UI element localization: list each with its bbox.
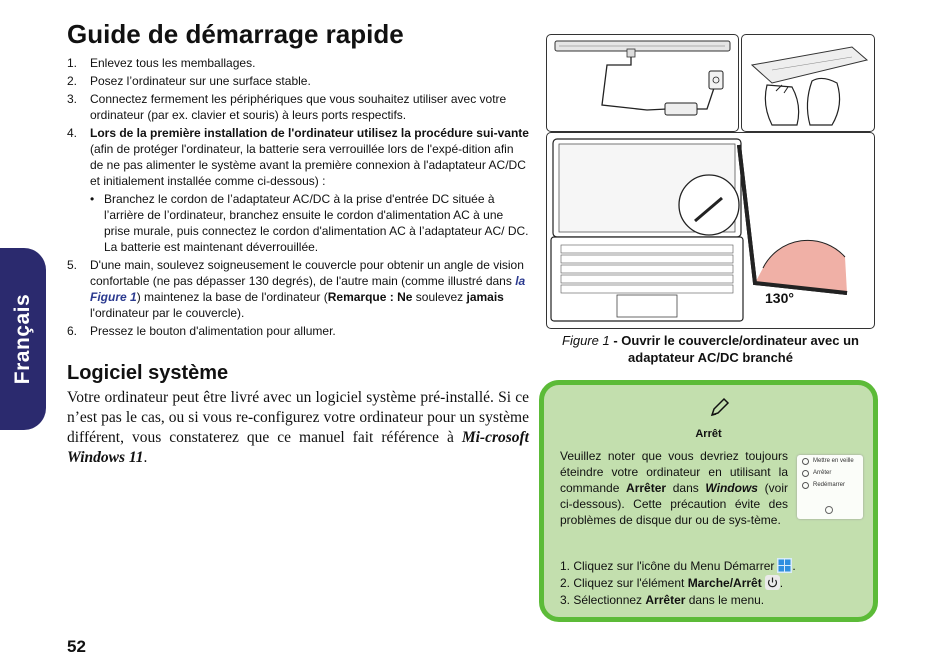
menu-item-shutdown [797, 467, 863, 479]
section-body [67, 388, 529, 468]
figure-opening-lid [741, 34, 875, 132]
language-side-tab [0, 248, 46, 430]
note-text-part: dans [666, 481, 706, 495]
note-step-end: . [792, 559, 796, 573]
menu-item-label: Redémarrer [813, 482, 846, 488]
body-text-end: . [143, 449, 148, 466]
step-text: Posez l’ordinateur sur une surface stable. [90, 74, 311, 88]
note-step-text: 1. Cliquez sur l'icône du Menu Démarrer [560, 559, 775, 573]
note-text [560, 448, 788, 528]
figure-open-laptop [546, 132, 875, 329]
step-text: Enlevez tous les memballages. [90, 56, 256, 70]
windows-name: Windows [705, 481, 758, 495]
step-6 [67, 323, 529, 339]
cable-connection-illustration [547, 35, 738, 131]
language-label: Français [11, 293, 34, 385]
step-4 [67, 125, 529, 255]
section-title: Logiciel système [67, 362, 229, 384]
note-steps [560, 558, 850, 609]
note-step-2 [560, 575, 850, 592]
body-text: Votre ordinateur peut être livré avec un logiciel système pré-installé. Si ce n’est pas le cas, ou si vous re-configurez votre ordinateur pour un système différent, vous constaterez que ce manuel fait référence à [67, 389, 529, 446]
figure-label: Figure 1 [562, 333, 610, 348]
figure-caption-text: - Ouvrir le couvercle/ordinateur avec un adaptateur AC/DC branché [609, 333, 859, 365]
note-step-end: . [779, 576, 784, 590]
step-text: l'ordinateur par le couvercle). [90, 306, 245, 320]
note-step-end: dans le menu. [685, 593, 765, 607]
windows-start-icon [777, 558, 792, 573]
page-number: 52 [67, 637, 86, 656]
power-icon [802, 470, 809, 477]
angle-label: 130° [765, 290, 794, 306]
note-text-part: (voir ci-dessous). Cette précaution évite des problèmes de disque dur ou de sys-tème. [560, 481, 788, 527]
step-1 [67, 55, 529, 71]
menu-item-label: Arrêter [813, 470, 832, 476]
power-button-icon [825, 506, 833, 514]
moon-icon [802, 458, 809, 465]
step-number: 4. [67, 126, 78, 140]
note-step-bold: Marche/Arrêt [687, 576, 762, 590]
note-step-text: 3. Sélectionnez [560, 593, 646, 607]
step-2 [67, 73, 529, 89]
menu-item-sleep [797, 455, 863, 467]
step-text: D'une main, soulevez soigneusement le couvercle pour obtenir un angle de vision confortable (ne pas dépasser 130 degrés), de l'autre main (comme illustré dans [90, 258, 524, 288]
command-name: Arrêter [626, 481, 667, 495]
restart-icon [802, 482, 809, 489]
sub-step-list [90, 191, 529, 255]
note-step-bold: Arrêter [645, 593, 686, 607]
menu-item-label: Mettre en veille [813, 458, 854, 464]
power-icon [765, 575, 780, 590]
step-number: 3. [67, 92, 78, 106]
os-name: Mi-crosoft Windows 11 [67, 429, 529, 466]
hands-illustration [742, 35, 874, 131]
step-number: 6. [67, 324, 78, 338]
step-number: 2. [67, 74, 78, 88]
page-title: Guide de démarrage rapide [67, 19, 404, 49]
step-5 [67, 257, 529, 321]
step-text: Connectez fermement les périphériques que vous souhaitez utiliser avec votre ordinateur (par ex. clavier et souris) à leurs ports respectifs. [90, 92, 507, 122]
step-text: (afin de protéger l'ordinateur, la batterie sera verrouillée lors de l'expé-dition afin de ne pas alimenter le système avant la première connexion à l'adaptateur AC/DC et initialement installée comme ci-dessous) : [90, 142, 526, 188]
step-number: 5. [67, 258, 78, 272]
sub-step-text: Branchez le cordon de l’adaptateur AC/DC à la prise d'entrée DC située à l’arrière de l’ordinateur, branchez ensuite le cordon d'alimentation AC à une prise murale, puis connectez le cordon d'alimentation AC à l’adaptateur AC/ DC. La batterie est maintenant déverrouillée. [104, 192, 529, 254]
remark-label: Remarque : Ne [327, 290, 413, 304]
step-bold-text: Lors de la première installation de l'ordinateur utilisez la procédure sui-vante [90, 126, 529, 140]
power-menu-screenshot [797, 455, 863, 519]
step-text: soulevez [412, 290, 467, 304]
figure-reference-link[interactable]: la Figure 1 [90, 274, 526, 304]
sub-step-item [90, 191, 529, 255]
note-step-1 [560, 558, 850, 575]
setup-steps-list [67, 55, 529, 341]
step-text: ) maintenez la base de l'ordinateur ( [136, 290, 328, 304]
figure-cable-connection [546, 34, 739, 132]
emphasis-text: jamais [466, 290, 504, 304]
step-text: Pressez le bouton d'alimentation pour allumer. [90, 324, 336, 338]
note-title: Arrêt [695, 428, 722, 440]
bullet: • [90, 192, 95, 206]
step-number: 1. [67, 56, 78, 70]
figure-caption [548, 332, 873, 366]
note-step-text: 2. Cliquez sur l'élément [560, 576, 688, 590]
pen-icon [708, 397, 730, 419]
step-3 [67, 91, 529, 123]
note-text-part: Veuillez noter que vous devriez toujours éteindre votre ordinateur en utilisant la commande [560, 449, 788, 495]
menu-item-restart [797, 479, 863, 491]
laptop-illustration [547, 133, 874, 328]
shutdown-note-box [539, 380, 878, 622]
note-step-3 [560, 592, 850, 609]
